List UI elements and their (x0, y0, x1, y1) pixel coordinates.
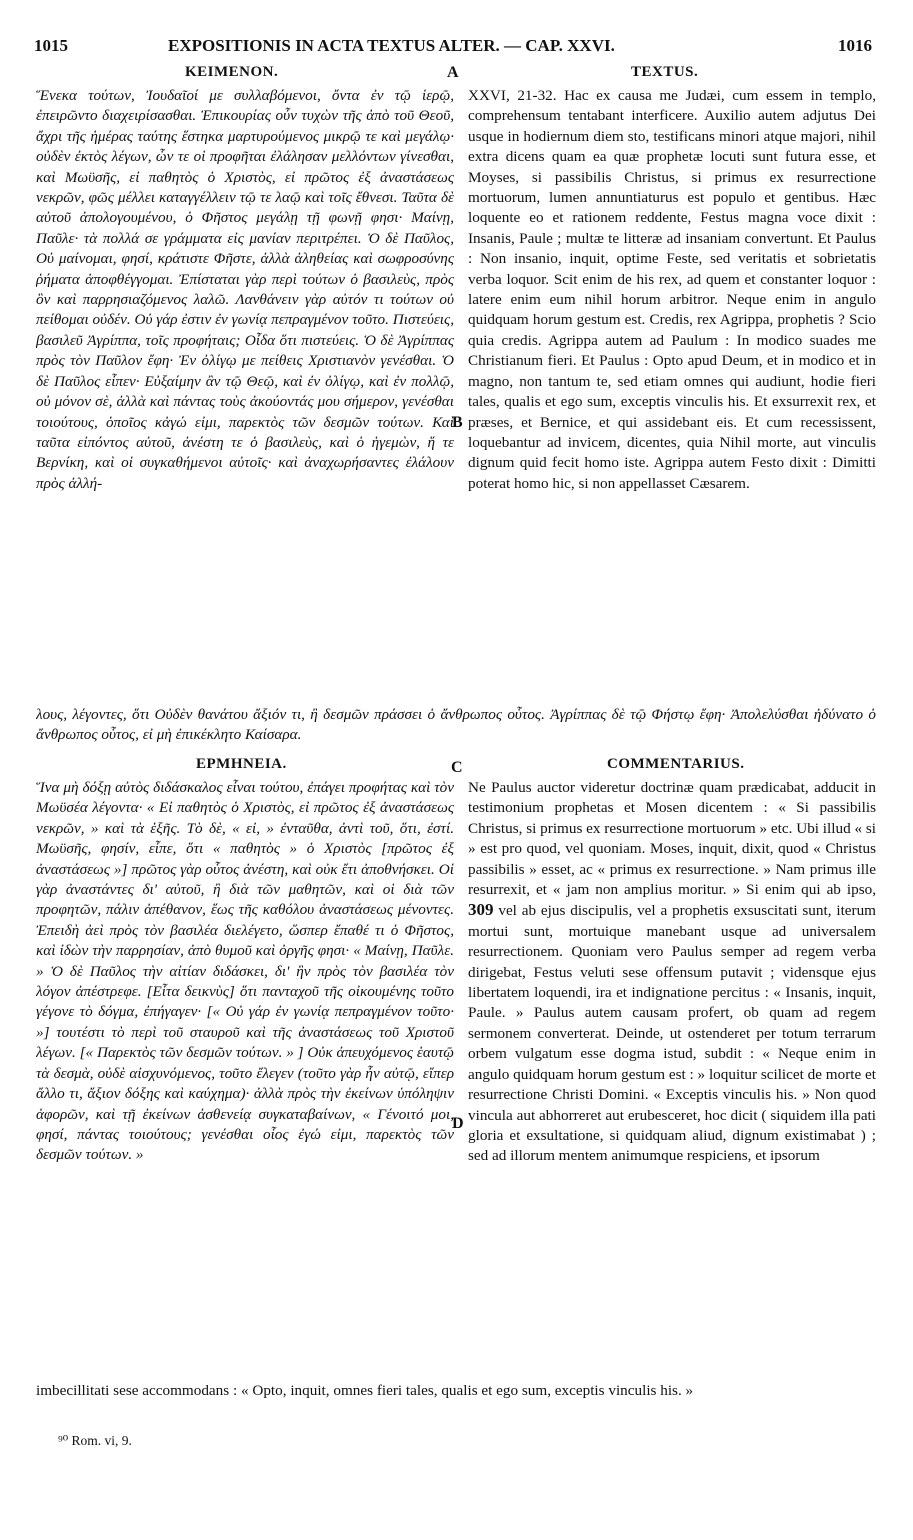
marker-d: D (452, 1115, 464, 1132)
marker-b: B (452, 414, 463, 431)
hermeneia-text: Ἵνα μὴ δόξῃ αὐτὸς διδάσκαλος εἶναι τούτου, ἐπάγει προφήτας καὶ τὸν Μωϋσέα λέγοντα· « Εἰ παθητὸς ὁ Χριστὸς, εἰ πρῶτος ἐξ ἀναστάσεως νεκρῶν, » καὶ τὰ ἑξῆς. Τὸ δὲ, « εἰ, » ἐνταῦθα, ἀντὶ τοῦ, ὅτι, ἐστί. Μωϋσῆς, φησίν, εἶπε, ὅτι « παθητὸς » ὁ Χριστὸς [πρῶτος ἐξ ἀναστάσεως »] πρῶτος γὰρ οὗτος ἀνέστη, καὶ οὐκ ἔτι ἀποθνήσκει. Οἱ γὰρ ἀναστάντες δι' αὐτοῦ, ἢ διὰ τῶν μαθητῶν, καὶ οἱ διὰ τῶν προφητῶν, πάλιν ἀπέθανον, ἕως τῆς καθόλου ἀναστάσεως μένοντες. Ἐπειδὴ ἀεὶ πρὸς τὸν βασιλέα διελέγετο, ὥσπερ ἔπαθέ τι ὁ Φῆστος, καὶ ἰδὼν τὴν παρρησίαν, ἀπὸ θυμοῦ καὶ ὀργῆς φησι· « Μαίνῃ, Παῦλε. » Ὁ δὲ Παῦλος τὴν αἰτίαν διδάσκει, δι' ἣν πρὸς τὸν βασιλέα τὸν λόγον ἀπέστρεφε. [Εἶτα δεικνὺς] ὅτι πανταχοῦ τῆς οἰκουμένης τοῦτο γέγονε τὸ δόγμα, ἐπήγαγεν· [« Οὐ γάρ ἐν γωνίᾳ πεπραγμένον τοῦτο· »] τουτέστι τὸ περὶ τοῦ σταυροῦ καὶ τῆς ἀναστάσεως τοῦ Χριστοῦ λέγων. [« Παρεκτὸς τῶν δεσμῶν τούτων. » ] Οὐκ ἀπευχόμενος ἑαυτῷ τὰ δεσμὰ, οὐδὲ αἰσχυνόμενος, τοῦτο ἔλεγεν (τοῦτο γὰρ ἦν αὐτῷ, εἴπερ ἄλλο τι, ἄξιον δόξης καὶ καύχημα)· ἀλλὰ πρὸς τὴν ἐκείνων ὑπόληψιν ἀφορῶν, καὶ τῇ ἐκείνων ἀσθενείᾳ συγκαταβαίνων, « Γένοιτό μοι, φησί, πάντας τοιούτους; γενέσθαι οἷος ἐγώ εἰμι, παρεκτὸς τῶν δεσμῶν τούτων. » (36, 779, 454, 1164)
greek-text-column (36, 86, 454, 698)
hermeneia-column (36, 778, 454, 1374)
commentarius-column (468, 778, 876, 1374)
greek-continuation: λους, λέγοντες, ὅτι Οὐδὲν θανάτου ἄξιόν τι, ἢ δεσμῶν πράσσει ὁ ἄνθρωπος οὗτος. Ἀγρίππας δὲ τῷ Φήστῳ ἔφη· Ἀπολελύσθαι ἠδύνατο ὁ ἄνθρωπος οὗτος, εἰ μὴ ἐπικέκλητο Καίσαρα. (36, 706, 876, 744)
commentarius-continuation: imbecillitati sese accommodans : « Opto, inquit, omnes fieri tales, qualis et ego sum, exceptis vinculis his. » (36, 1382, 694, 1399)
textus-heading: TEXTUS. (631, 64, 699, 80)
marker-c: C (451, 759, 463, 776)
greek-text: Ἕνεκα τούτων, Ἰουδαῖοί με συλλαβόμενοι, ὄντα ἐν τῷ ἱερῷ, ἐπειρῶντο διαχειρίσασθαι. Ἐπικουρίας οὖν τυχὼν τῆς ἀπὸ τοῦ Θεοῦ, ἄχρι τῆς ἡμέρας ταύτης ἕστηκα μαρτυρούμενος μικρῷ τε καὶ μεγάλῳ· οὐδὲν ἐκτὸς λέγων, ὧν τε οἱ προφῆται ἐλάλησαν μελλόντων γίνεσθαι, καὶ Μωϋσῆς, εἰ παθητὸς ὁ Χριστὸς, εἰ πρῶτος ἐξ ἀναστάσεως νεκρῶν, φῶς μέλλει καταγγέλλειν τῷ τε λαῷ καὶ τοῖς ἔθνεσι. Ταῦτα δὲ αὐτοῦ ἀπολογουμένου, ὁ Φῆστος μεγάλῃ τῇ φωνῇ φησι· Μαίνῃ, Παῦλε· τὰ πολλά σε γράμματα εἰς μανίαν περιτρέπει. Ὁ δὲ Παῦλος, Οὐ μαίνομαι, φησί, κράτιστε Φῆστε, ἀλλὰ ἀληθείας καὶ σωφροσύνης ῥήματα ἀποφθέγγομαι. Ἐπίσταται γὰρ περὶ τούτων ὁ βασιλεὺς, πρὸς ὃν καὶ παρρησιαζόμενος λαλῶ. Λανθάνειν γὰρ αὐτόν τι τούτων οὐ πείθομαι οὐδέν. Οὐ γάρ ἐστιν ἐν γωνίᾳ πεπραγμένον τοῦτο. Πιστεύεις, βασιλεῦ Ἀγρίππα, τοῖς προφήταις; Οἶδα ὅτι πιστεύεις. Ὁ δὲ Ἀγρίππας πρὸς τὸν Παῦλον ἔφη· Ἐν ὀλίγῳ με πείθεις Χριστιανὸν γενέσθαι. Ὁ δὲ Παῦλος εἶπεν· Εὐξαίμην ἂν τῷ Θεῷ, καὶ ἐν ὀλίγῳ, καὶ ἐν πολλῷ, οὐ μόνον σὲ, ἀλλὰ καὶ πάντας τοὺς ἀκούοντάς μου σήμερον, γενέσθαι τοιούτους, ὁποῖος κἀγώ εἰμι, παρεκτὸς τῶν δεσμῶν τούτων. Καὶ ταῦτα εἰπόντος αὐτοῦ, ἀνέστη τε ὁ βασιλεὺς, καὶ ὁ ἡγεμὼν, ἥ τε Βερνίκη, καὶ οἱ συγκαθήμενοι αὐτοῖς· καὶ ἀναχωρήσαντες ἐλάλουν πρὸς ἀλλή- (36, 87, 454, 492)
right-page-number: 1016 (838, 36, 872, 55)
commentarius-text-before: Ne Paulus auctor videretur doctrinæ quam prædicabat, adducit in testimonium prophetas et Mosen dicentem : « Si passibilis Christus, si primus ex resurrectione mortuorum » etc. Ubi illud « si » est pro quod, vel quoniam. Moses, inquit, dixit, quod « Christus passibilis » esset, ac « primus ex resurrectione. » Nam primus ille resurrexit, et « jam non amplius moritur. » Si enim qui ab ipso, (468, 779, 876, 899)
commentarius-paragraph (468, 778, 876, 1167)
footnote: ⁹⁰ Rom. vi, 9. (58, 1433, 132, 1448)
commentarius-text-after: vel ab ejus discipulis, vel a prophetis exsuscitati sunt, iterum mortui sunt, mortuique manebant usque ad universalem resurrectionem. Quoniam vero Paulus semper ad regem verba dirigebat, Festus veluti sese offensum putavit ; vidensque ejus libertatem loquendi, ira et indignatione percitus : « Insanis, inquit, Paule. » Paulus autem causam profert, ob quam ad regem sermonem converterat. Deinde, ut ostenderet per totum terrarum orbem vulgatum esse dogma istud, subdit : « Neque enim in angulo quidquam horum gestum est : » loquitur scilicet de morte et resurrectione Christi Domini. « Exceptis vinculis his. » Non quod vincula aut abhorreret aut erubesceret, hoc dicit ( siquidem illa pati gloria et exsultatione, si quidquam aliud, dignum existimabat ) ; sed ad illorum mentem animumque respiciens, et ipsorum (468, 902, 876, 1165)
commentarius-heading: COMMENTARIUS. (607, 756, 745, 772)
hermeneia-heading: ΕΡΜΗΝΕΙΑ. (196, 756, 287, 772)
left-page-number: 1015 (34, 36, 68, 55)
keimenon-heading: ΚΕΙΜΕΝΟΝ. (185, 64, 279, 80)
column-number: 309 (468, 900, 494, 920)
latin-text-column (468, 86, 876, 698)
marker-a: A (447, 64, 459, 81)
running-title: EXPOSITIONIS IN ACTA TEXTUS ALTER. — CAP. XXVI. (168, 36, 615, 55)
latin-text: XXVI, 21-32. Hac ex causa me Judæi, cum essem in templo, comprehensum tentabant interficere. Auxilio autem adjutus Dei usque in hodiernum diem sto, testificans minori atque majori, nihil extra dicens quam ea quæ prophetæ locuti sunt futura esse, et Moyses, si passibilis Christus, si primus ex resurrectione mortuorum, lumen annuntiaturus est populo et gentibus. Hæc loquente eo et rationem reddente, Festus magna voce dixit : Insanis, Paule ; multæ te litteræ ad insaniam convertunt. Et Paulus : Non insanio, inquit, optime Feste, sed veritatis et sobrietatis verba loquor. Scit enim de his rex, ad quem et constanter loquor : latere enim eum nihil horum arbitror. Neque enim in angulo quidquam horum gestum est. Credis, rex Agrippa, prophetis ? Scio quia credis. Agrippa autem ad Paulum : In modico suades me Christianum fieri. Et Paulus : Opto apud Deum, et in modico et in magno, non tantum te, sed etiam omnes qui audiunt, hodie fieri tales, qualis et ego sum, exceptis vinculis his. Et exsurrexit rex, et præses, et Bernice, et qui assidebant eis. Et cum recessissent, loquebantur ad invicem, dicentes, quia Nihil morte, aut vinculis dignum quid fecit homo iste. Agrippa autem Festo dixit : Dimitti poterat homo hic, si non appellasset Cæsarem. (468, 87, 876, 492)
